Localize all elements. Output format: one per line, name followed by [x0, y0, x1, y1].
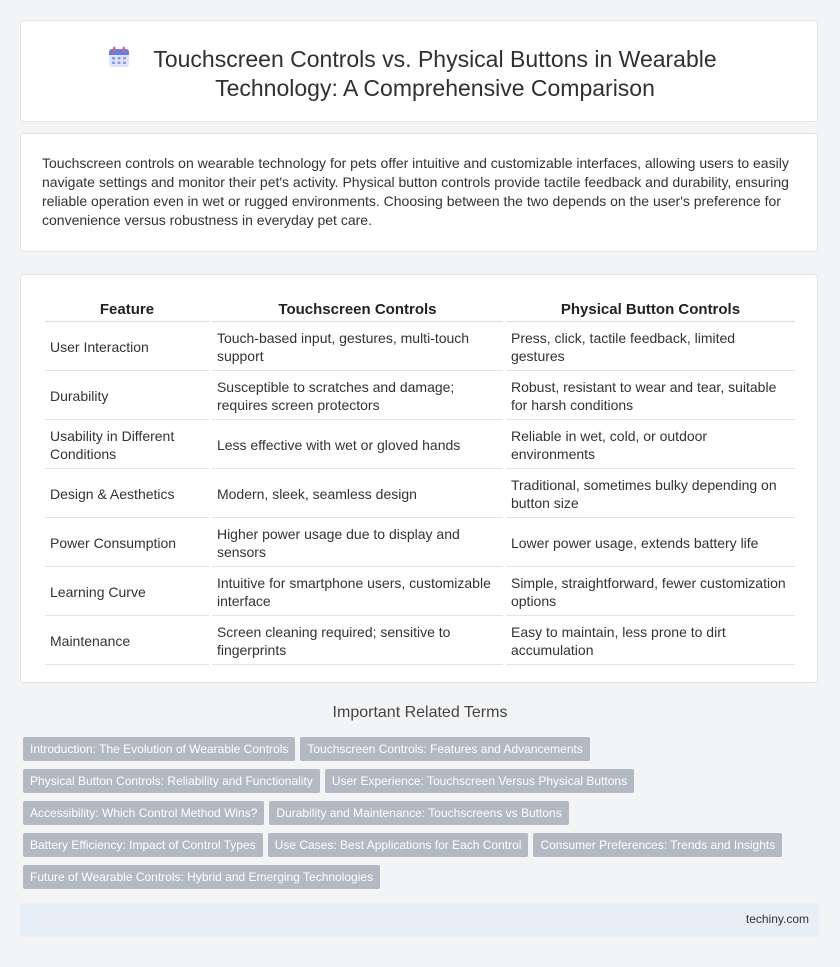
table-row: [45, 618, 795, 665]
table-row: [45, 422, 795, 469]
table-row: [45, 324, 795, 371]
related-term-tag[interactable]: Accessibility: Which Control Method Wins?: [23, 801, 264, 825]
page-title: Touchscreen Controls vs. Physical Buttons in Wearable Technology: A Comprehensive Comparison: [153, 46, 717, 101]
table-cell-feature: Learning Curve: [45, 569, 209, 616]
table-row: [45, 373, 795, 420]
header-physical: Physical Button Controls: [506, 297, 795, 322]
title-card: [20, 20, 818, 122]
table-cell-feature: Power Consumption: [45, 520, 209, 567]
summary-card: [20, 133, 818, 252]
table-cell-touchscreen: Less effective with wet or gloved hands: [212, 422, 503, 469]
table-row: [45, 569, 795, 616]
table-cell-physical: Traditional, sometimes bulky depending on button size: [506, 471, 795, 518]
table-header-row: [45, 297, 795, 322]
table-cell-physical: Easy to maintain, less prone to dirt accumulation: [506, 618, 795, 665]
table-row: [45, 471, 795, 518]
table-cell-touchscreen: Intuitive for smartphone users, customizable interface: [212, 569, 503, 616]
related-term-tag[interactable]: Durability and Maintenance: Touchscreens vs Buttons: [269, 801, 568, 825]
table-cell-touchscreen: Touch-based input, gestures, multi-touch support: [212, 324, 503, 371]
related-terms-list: [23, 737, 813, 897]
related-term-tag[interactable]: Battery Efficiency: Impact of Control Types: [23, 833, 263, 857]
header-touchscreen: Touchscreen Controls: [212, 297, 503, 322]
table-cell-touchscreen: Higher power usage due to display and sensors: [212, 520, 503, 567]
related-term-tag[interactable]: Future of Wearable Controls: Hybrid and Emerging Technologies: [23, 865, 380, 889]
comparison-table: [42, 295, 798, 667]
table-cell-feature: User Interaction: [45, 324, 209, 371]
table-cell-touchscreen: Susceptible to scratches and damage; requires screen protectors: [212, 373, 503, 420]
table-cell-feature: Maintenance: [45, 618, 209, 665]
related-term-tag[interactable]: Touchscreen Controls: Features and Advancements: [300, 737, 589, 761]
table-cell-physical: Reliable in wet, cold, or outdoor environments: [506, 422, 795, 469]
table-cell-touchscreen: Modern, sleek, seamless design: [212, 471, 503, 518]
table-cell-physical: Press, click, tactile feedback, limited gestures: [506, 324, 795, 371]
related-term-tag[interactable]: Physical Button Controls: Reliability and Functionality: [23, 769, 320, 793]
related-term-tag[interactable]: Consumer Preferences: Trends and Insights: [533, 833, 782, 857]
header-feature: Feature: [45, 297, 209, 322]
table-cell-physical: Simple, straightforward, fewer customization options: [506, 569, 795, 616]
table-cell-physical: Robust, resistant to wear and tear, suitable for harsh conditions: [506, 373, 795, 420]
footer-site-name[interactable]: techiny.com: [745, 912, 809, 926]
table-cell-feature: Durability: [45, 373, 209, 420]
summary-text: Touchscreen controls on wearable technology for pets offer intuitive and customizable interfaces, allowing users to easily navigate settings and monitor their pet's activity. Physical button controls provide tactile feedback and durability, ensuring reliable operation even in wet or rugged environments. Choosing between the two depends on the user's preference for convenience versus robustness in everyday pet care.: [42, 155, 789, 228]
table-cell-touchscreen: Screen cleaning required; sensitive to fingerprints: [212, 618, 503, 665]
related-term-tag[interactable]: Introduction: The Evolution of Wearable Controls: [23, 737, 295, 761]
table-row: [45, 520, 795, 567]
table-cell-feature: Usability in Different Conditions: [45, 422, 209, 469]
comparison-table-card: [20, 274, 818, 683]
table-cell-feature: Design & Aesthetics: [45, 471, 209, 518]
related-term-tag[interactable]: User Experience: Touchscreen Versus Physical Buttons: [325, 769, 634, 793]
related-terms-heading: Important Related Terms: [332, 704, 508, 721]
footer: [20, 903, 819, 937]
table-cell-physical: Lower power usage, extends battery life: [506, 520, 795, 567]
related-term-tag[interactable]: Use Cases: Best Applications for Each Control: [268, 833, 529, 857]
